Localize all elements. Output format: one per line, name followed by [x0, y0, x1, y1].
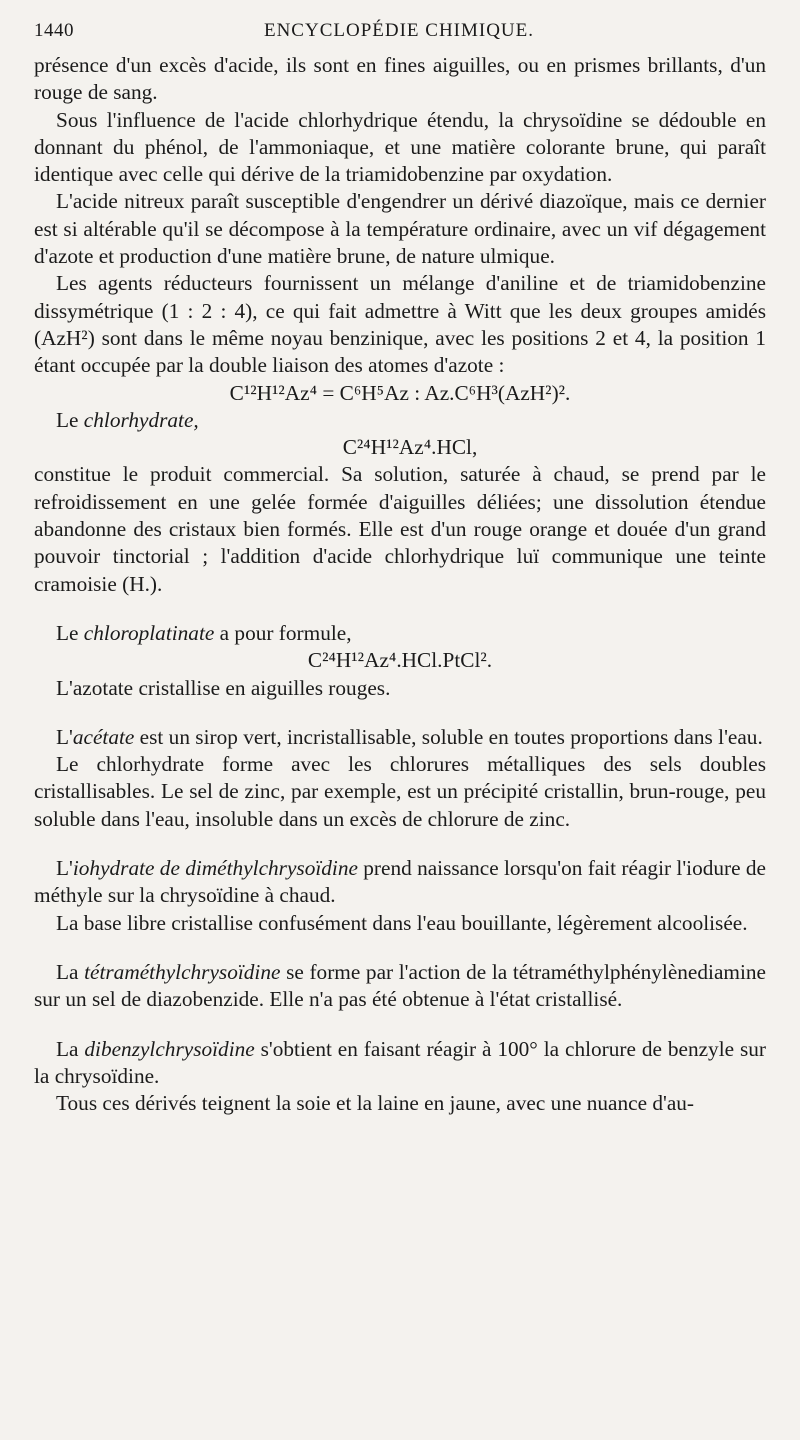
text-prefix: La	[56, 1036, 85, 1061]
text-prefix: L'	[56, 856, 73, 881]
paragraph-15: Tous ces dérivés teignent la soie et la laine en jaune, avec une nuance d'au-	[56, 1091, 695, 1116]
paragraph-2: Sous l'influence de l'acide chlorhydrique étendu, la chrysoïdine se dédouble en donnant du phénol, de l'ammoniaque, et une matière colorante brune, qui paraît identique avec celle qui dérive de la triamidobenzine par oxydation.	[34, 107, 766, 187]
formula-chloroplatinate: C²⁴H¹²Az⁴.HCl.PtCl².	[307, 648, 493, 673]
text-suffix: prend naissance lorsqu'on fait réagir l'iodure de méthyle sur la chrysoïdine à chaud.	[34, 856, 766, 908]
paragraph-12: La base libre cristallise confusément dans l'eau bouillante, légèrement alcoolisée.	[56, 910, 748, 935]
text-prefix: L'	[56, 724, 73, 749]
term-dibenzylchrysoidine: dibenzylchrysoïdine	[84, 1036, 255, 1061]
text-prefix: Le	[56, 620, 84, 645]
paragraph-tetramethyl	[34, 959, 766, 1014]
term-chlorhydrate: chlorhydrate,	[83, 407, 199, 432]
paragraph-1: présence d'un excès d'acide, ils sont en fines aiguilles, ou en prismes brillants, d'un rouge de sang.	[34, 53, 766, 105]
text-suffix: se forme par l'action de la tétraméthylphénylènediamine sur un sel de diazobenzide. Elle n'a pas été obtenue à l'état cristallisé.	[34, 959, 766, 1012]
paragraph-4: Les agents réducteurs fournissent un mélange d'aniline et de triamidobenzine dissymétrique (1 : 2 : 4), ce qui fait admettre à Witt que les deux groupes amidés (AzH²) sont dans le même noyau benzinique, avec les positions 2 et 4, la position 1 étant occupée par la double liaison des atomes d'azote :	[34, 271, 766, 378]
paragraph-3: L'acide nitreux paraît susceptible d'engendrer un dérivé diazoïque, mais ce dernier est si altérable qu'il se décompose à la température ordinaire, avec un vif dégagement d'azote et production d'une matière brune, de nature ulmique.	[34, 189, 766, 269]
term-acetate: acétate	[72, 724, 135, 749]
paragraph-acetate	[34, 724, 766, 751]
text-prefix: Le	[56, 407, 84, 432]
formula-chrysoidine: C¹²H¹²Az⁴ = C⁶H⁵Az : Az.C⁶H³(AzH²)².	[229, 380, 571, 405]
page-header	[34, 20, 764, 50]
running-title: ENCYCLOPÉDIE CHIMIQUE.	[263, 20, 535, 41]
formula-chlorhydrate: C²⁴H¹²Az⁴.HCl,	[342, 435, 478, 460]
paragraph-iohydrate	[34, 855, 766, 910]
paragraph-chlorhydrate-intro	[34, 407, 766, 434]
paragraph-10: Le chlorhydrate forme avec les chlorures métalliques des sels doubles cristallisables. Le sel de zinc, par exemple, est un précipité cristallin, brun-rouge, peu soluble dans l'eau, insoluble dans un excès de chlorure de zinc.	[34, 752, 766, 831]
paragraph-6: constitue le produit commercial. Sa solution, saturée à chaud, se prend par le refroidissement en une gelée formée d'aiguilles déliées; une dissolution étendue abandonne des cristaux bien formés. Elle est d'un rouge orange et douée d'un grand pouvoir tinctorial ; l'addition d'acide chlorhydrique luï communique une teinte cramoisie (H.).	[34, 462, 766, 596]
term-chloroplatinate: chloroplatinate	[83, 620, 215, 645]
paragraph-chloroplatinate	[34, 620, 766, 647]
term-iohydrate: iohydrate de diméthylchrysoïdine	[72, 856, 358, 881]
text-suffix: a pour formule,	[214, 620, 352, 645]
text-prefix: La	[56, 959, 85, 984]
body-text	[34, 52, 766, 1117]
term-tetramethylchrysoidine: tétraméthylchrysoïdine	[84, 959, 281, 984]
page-number: 1440	[34, 20, 74, 41]
text-suffix: est un sirop vert, incristallisable, soluble en toutes proportions dans l'eau.	[134, 724, 763, 749]
text-suffix: s'obtient en faisant réagir à 100° la chlorure de benzyle sur la chrysoïdine.	[34, 1036, 766, 1088]
paragraph-azotate: L'azotate cristallise en aiguilles rouges.	[56, 675, 391, 700]
paragraph-dibenzyl	[34, 1036, 766, 1091]
